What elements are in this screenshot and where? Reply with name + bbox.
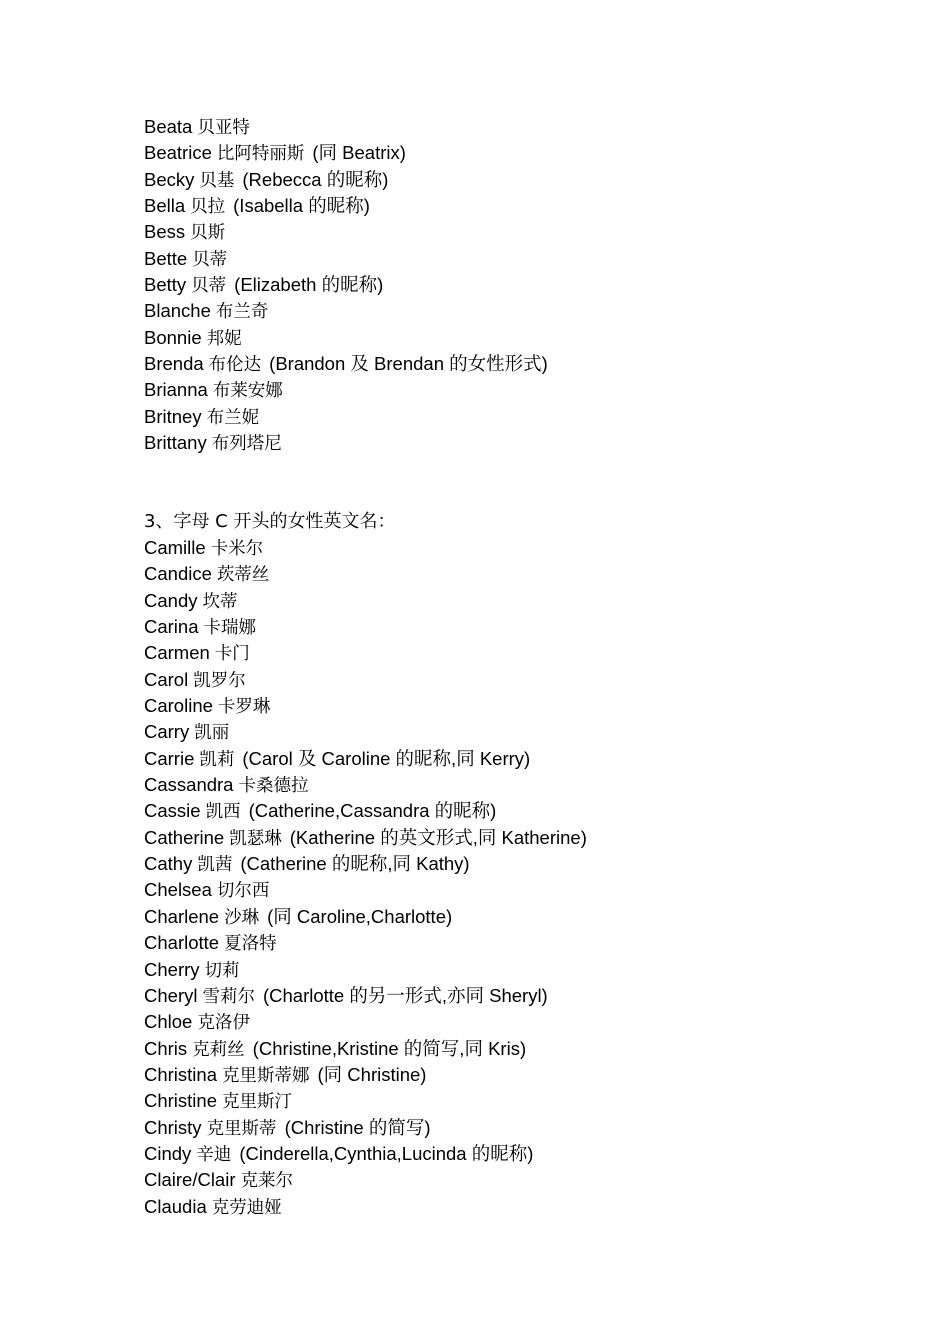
name-chinese: 夏洛特 [224,934,277,955]
name-chinese: 克劳迪娅 [211,1197,282,1218]
name-chinese: 比阿特丽斯 [216,144,305,165]
name-chinese: 切尔西 [216,881,270,902]
name-english: Beatrice [144,142,212,164]
name-chinese: 克里斯蒂 [206,1118,277,1139]
name-entry [144,114,548,140]
name-english: Betty [144,274,187,296]
name-note: (Katherine 的英文形式,同 Katherine) [289,826,587,848]
name-entry [144,298,548,324]
name-note: (Elizabeth 的昵称) [234,274,384,296]
name-entry [144,746,587,772]
name-english: Carry [144,721,190,743]
name-chinese: 布列塔尼 [211,434,282,455]
name-entry [144,1167,587,1193]
name-entry [144,1009,587,1035]
name-entry [144,930,587,956]
section-c-heading: 3、字母 C 开头的女性英文名： [144,511,396,532]
name-english: Charlene [144,905,220,927]
name-english: Claire/Clair [144,1169,236,1191]
name-english: Beata [144,116,193,137]
name-chinese: 莰蒂丝 [216,565,270,586]
name-chinese: 凯莉 [199,749,235,770]
name-english: Christine [144,1090,217,1112]
name-note: (Carol 及 Caroline 的昵称,同 Kerry) [242,747,531,769]
name-entry [144,1088,587,1114]
name-english: Chris [144,1037,188,1059]
name-entry [144,140,548,166]
name-note: (Cinderella,Cynthia,Lucinda 的昵称) [239,1142,534,1164]
name-note: (Isabella 的昵称) [233,195,370,217]
name-note: (Christine,Kristine 的简写,同 Kris) [252,1037,527,1059]
name-english: Chelsea [144,879,212,901]
name-chinese: 卡罗琳 [217,697,271,718]
name-entry [144,1036,587,1062]
names-list-b [144,114,548,456]
name-entry [144,167,548,193]
name-note: (同 Beatrix) [312,142,406,164]
name-note: (Christine 的简写) [284,1116,431,1138]
name-entry [144,1115,587,1141]
name-english: Candy [144,589,198,611]
name-english: Bette [144,247,188,269]
name-english: Candice [144,563,212,585]
name-chinese: 凯罗尔 [193,670,246,691]
name-entry [144,272,548,298]
name-english: Carol [144,668,189,690]
name-english: Bonnie [144,326,202,348]
name-entry [144,219,548,245]
name-english: Bess [144,221,186,243]
name-chinese: 贝蒂 [192,249,228,270]
name-chinese: 贝基 [199,170,235,191]
name-chinese: 凯丽 [194,723,230,744]
name-note: (Brandon 及 Brendan 的女性形式) [269,353,548,375]
name-chinese: 卡米尔 [210,539,264,559]
name-english: Cathy [144,853,193,875]
name-english: Brittany [144,432,207,454]
name-chinese: 坎蒂 [202,591,238,612]
name-entry [144,246,548,272]
name-english: Blanche [144,300,211,322]
name-entry [144,614,587,640]
name-chinese: 布莱安娜 [212,381,283,402]
name-english: Bella [144,195,186,217]
name-chinese: 贝拉 [190,197,226,218]
name-english: Cheryl [144,984,198,1006]
name-chinese: 凯瑟琳 [229,828,282,849]
name-chinese: 克莉丝 [192,1039,245,1060]
name-chinese: 凯西 [205,802,241,823]
name-chinese: 克里斯汀 [222,1092,292,1113]
name-english: Cherry [144,958,200,980]
names-list-c [144,535,587,1220]
name-note: (同 Caroline,Charlotte) [267,905,453,927]
name-note: (Charlotte 的另一形式,亦同 Sheryl) [262,984,548,1006]
name-entry [144,904,587,930]
name-entry [144,640,587,666]
name-chinese: 凯茜 [197,855,233,876]
name-chinese: 切莉 [204,960,240,981]
name-note: (Catherine 的昵称,同 Kathy) [240,853,470,875]
name-chinese: 辛迪 [196,1144,232,1165]
name-chinese: 布兰妮 [206,407,260,428]
name-note: (同 Christine) [317,1063,427,1085]
name-chinese: 卡门 [214,644,250,665]
name-english: Chloe [144,1011,193,1033]
name-entry [144,588,587,614]
name-english: Christina [144,1063,217,1085]
name-english: Britney [144,405,202,427]
name-entry [144,351,548,377]
name-english: Carina [144,616,199,638]
name-entry [144,1141,587,1167]
name-entry [144,404,548,430]
name-note: (Catherine,Cassandra 的昵称) [248,800,497,822]
name-chinese: 沙琳 [224,907,260,928]
name-chinese: 邦妮 [206,328,242,349]
name-chinese: 克莱尔 [240,1171,293,1192]
name-entry [144,325,548,351]
name-english: Carmen [144,642,210,664]
name-chinese: 雪莉尔 [202,986,255,1007]
name-chinese: 布兰奇 [215,302,269,323]
name-chinese: 布伦达 [208,355,262,376]
name-chinese: 贝亚特 [197,118,250,138]
name-note: (Rebecca 的昵称) [242,168,389,190]
name-entry [144,693,587,719]
name-entry [144,825,587,851]
name-chinese: 克里斯蒂娜 [222,1065,310,1086]
name-english: Camille [144,537,206,558]
name-english: Christy [144,1116,202,1138]
name-chinese: 贝蒂 [191,276,227,297]
name-entry [144,877,587,903]
name-english: Caroline [144,695,213,717]
name-entry [144,561,587,587]
name-entry [144,1062,587,1088]
name-chinese: 卡瑞娜 [203,618,256,639]
name-entry [144,193,548,219]
name-english: Cindy [144,1142,192,1164]
name-entry [144,667,587,693]
name-entry [144,719,587,745]
name-english: Catherine [144,826,225,848]
name-english: Brianna [144,379,208,401]
name-english: Becky [144,168,195,190]
name-entry [144,957,587,983]
name-english: Charlotte [144,932,220,954]
name-entry [144,1194,587,1220]
name-chinese: 贝斯 [190,223,226,244]
name-english: Cassie [144,800,201,822]
name-english: Brenda [144,353,204,375]
name-entry [144,798,587,824]
name-entry [144,772,587,798]
name-english: Carrie [144,747,195,769]
name-entry [144,535,587,561]
name-chinese: 克洛伊 [197,1013,250,1034]
name-entry [144,430,548,456]
name-entry [144,377,548,403]
name-chinese: 卡桑德拉 [238,776,309,797]
name-english: Cassandra [144,774,234,796]
name-english: Claudia [144,1195,207,1217]
name-entry [144,851,587,877]
name-entry [144,983,587,1009]
